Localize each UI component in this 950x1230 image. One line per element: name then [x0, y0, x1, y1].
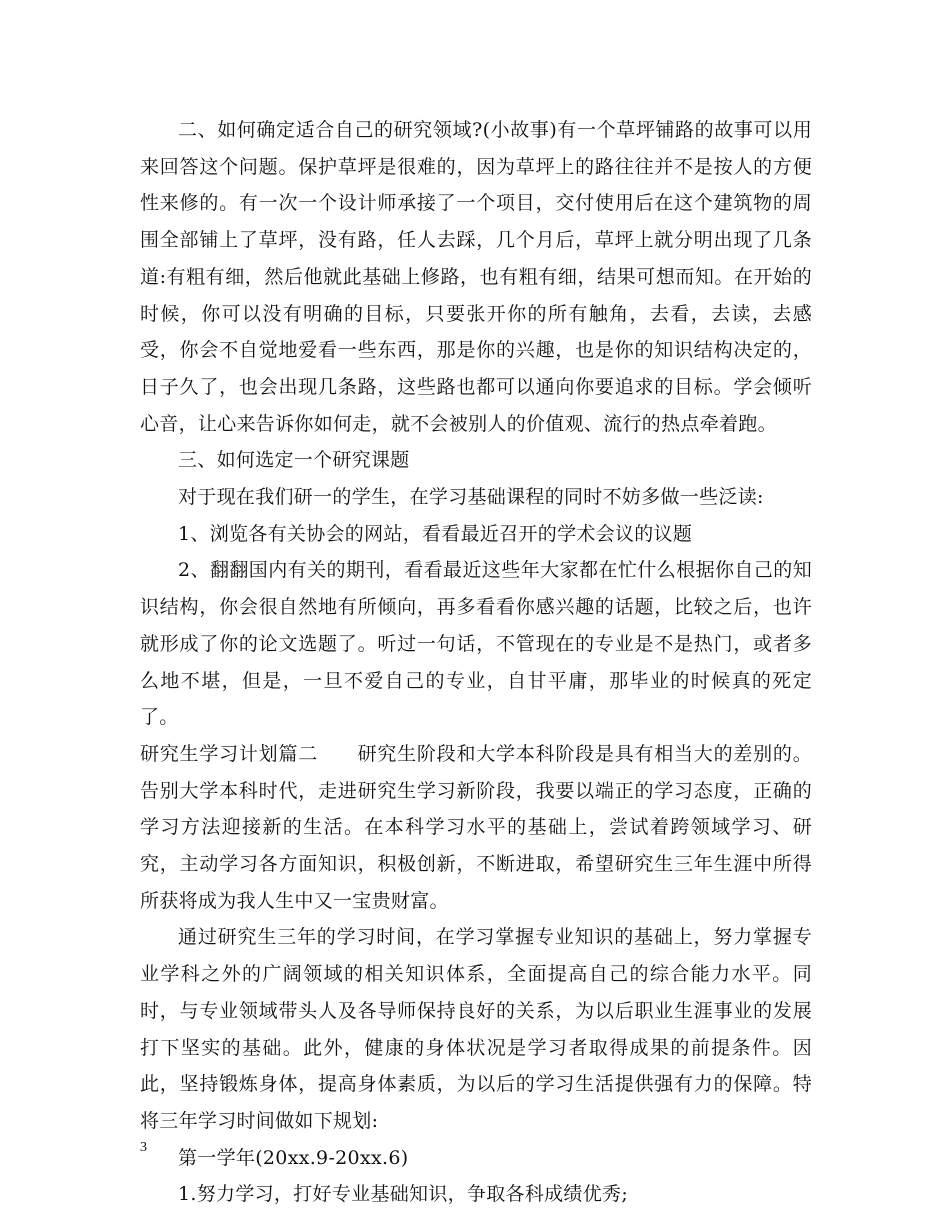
paragraph-section-two: 研究生学习计划篇二 研究生阶段和大学本科阶段是具有相当大的差别的。告别大学本科时代，走进研究生学习新阶段，我要以端正的学习态度，正确的学习方法迎接新的生活。在本科学习水平的基础上，尝试着跨领域学习、研究，主动学习各方面知识，积极创新，不断进取，希望研究生三年生涯中所得所获将成为我人生中又一宝贵财富。 — [140, 742, 812, 912]
document-body — [140, 112, 812, 1213]
paragraph-topic-heading: 三、如何选定一个研究课题 — [178, 449, 410, 472]
paragraph-extensive-reading: 对于现在我们研一的学生，在学习基础课程的同时不妨多做一些泛读: — [178, 486, 764, 509]
paragraph-list-item-2: 2、翻翻国内有关的期刊，看看最近这些年大家都在忙什么根据你自己的知识结构，你会很自然地有所倾向，再多看看你感兴趣的话题，比较之后，也许就形成了你的论文选题了。听过一句话，不管现在的专业是不是热门，或者多么地不堪，但是，一旦不爱自己的专业，自甘平庸，那毕业的时候真的死定了。 — [140, 559, 812, 729]
paragraph-research-field: 二、如何确定适合自己的研究领域?(小故事)有一个草坪铺路的故事可以用来回答这个问题。保护草坪是很难的，因为草坪上的路往往并不是按人的方便性来修的。有一次一个设计师承接了一个项目，交付使用后在这个建筑物的周围全部铺上了草坪，没有路，任人去踩，几个月后，草坪上就分明出现了几条道:有粗有细，然后他就此基础上修路，也有粗有细，结果可想而知。在开始的时候，你可以没有明确的目标，只要张开你的所有触角，去看，去读，去感受，你会不自觉地爱看一些东西，那是你的兴趣，也是你的知识结构决定的，日子久了，也会出现几条路，这些路也都可以通向你要追求的目标。学会倾听心音，让心来告诉你如何走，就不会被别人的价值观、流行的热点牵着跑。 — [140, 119, 812, 435]
paragraph-three-year-goals: 通过研究生三年的学习时间，在学习掌握专业知识的基础上，努力掌握专业学科之外的广阔领域的相关知识体系，全面提高自己的综合能力水平。同时，与专业领域带头人及各导师保持良好的关系，为以后职业生涯事业的发展打下坚实的基础。此外，健康的身体状况是学习者取得成果的前提条件。因此，坚持锻炼身体，提高身体素质，为以后的学习生活提供强有力的保障。特将三年学习时间做如下规划: — [140, 926, 812, 1132]
paragraph-list-item-1: 1、浏览各有关协会的网站，看看最近召开的学术会议的议题 — [178, 522, 693, 545]
page-number: 3 — [140, 1140, 147, 1155]
paragraph-first-year-heading: 第一学年(20xx.9-20xx.6) — [178, 1146, 409, 1169]
paragraph-first-year-item-1: 1.努力学习，打好专业基础知识，争取各科成绩优秀; — [178, 1183, 629, 1206]
